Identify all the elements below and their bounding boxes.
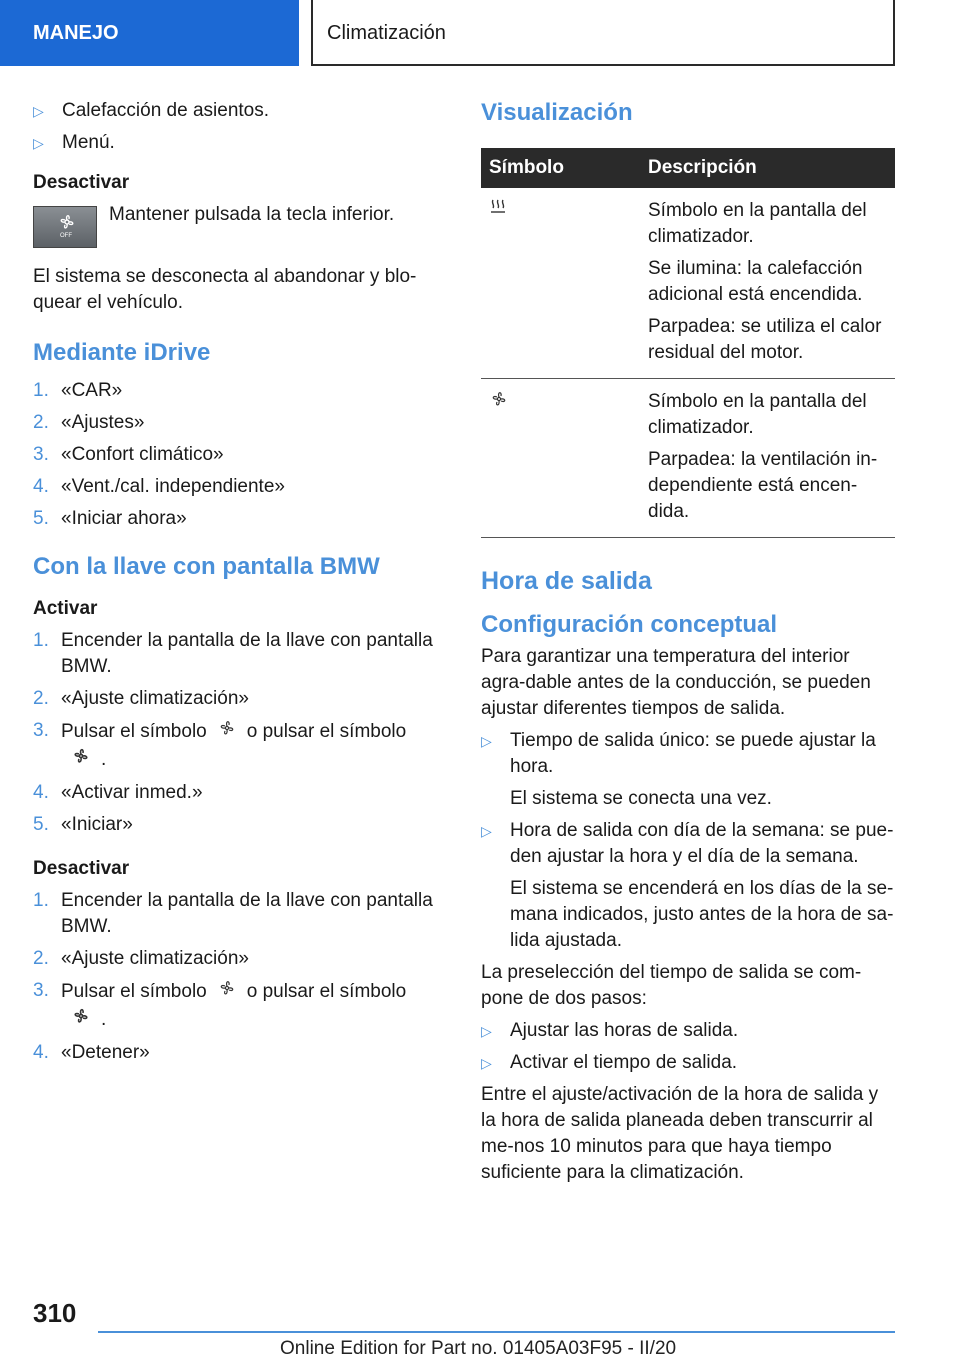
page-number: 310	[33, 1298, 77, 1328]
final-text: Entre el ajuste/activación de la hora de salida y la hora de salida planeada deben transcurrir al me-nos 10 minutos para que haya tiempo suficiente para la climatización.	[481, 1084, 879, 1183]
list-item: 1. «CAR»	[33, 380, 123, 401]
right-column	[481, 98, 895, 1192]
list-item-note: El sistema se encenderá en los días de la se-mana indicados, justo antes de la hora de sa-lida ajustada.	[510, 878, 894, 951]
list-item: 3. «Confort climático»	[33, 444, 224, 465]
triangle-right-icon: ▷	[33, 135, 44, 151]
concept-heading: Configuración conceptual	[481, 611, 778, 638]
footer-divider	[98, 1331, 895, 1333]
svg-text:OFF: OFF	[60, 233, 72, 239]
preselection-text: La preselección del tiempo de salida se com-pone de dos pasos:	[481, 962, 862, 1009]
fan-icon	[217, 978, 237, 1006]
fan-off-key	[33, 206, 97, 248]
list-item: 1. Encender la pantalla de la llave con pantalla BMW.	[33, 630, 433, 677]
list-item: ▷ Tiempo de salida único: se puede ajustar la hora.	[481, 728, 895, 780]
concept-text: Para garantizar una temperatura del interior agra-dable antes de la conducción, se pueden ajustar diferentes tiempos de salida.	[481, 646, 871, 719]
activate-heading: Activar	[33, 598, 98, 619]
chapter-title: Climatización	[311, 0, 895, 66]
symbol-table	[481, 148, 895, 538]
triangle-right-icon: ▷	[33, 103, 44, 119]
description-cell: Símbolo en la pantalla del climatizador. Se ilumina: la calefacción adicional está encendida. Parpadea: se utiliza el calor residual del motor.	[640, 188, 895, 379]
fan-off-icon	[56, 213, 78, 239]
fan-heat-icon	[71, 1006, 91, 1034]
deactivate-heading: Desactivar	[33, 172, 130, 193]
list-item: ▷ Menú.	[33, 130, 443, 156]
description-cell: Símbolo en la pantalla del climatizador. Parpadea: la ventilación in-dependiente está encen-dida.	[640, 379, 895, 538]
table-header-row	[481, 148, 895, 188]
list-item-note: El sistema se conecta una vez.	[510, 788, 772, 809]
deactivate-note: El sistema se desconecta al abandonar y blo-quear el vehículo.	[33, 266, 417, 313]
list-item: 3. Pulsar el símbolo o pulsar el símbolo.	[33, 718, 443, 774]
visualization-heading: Visualización	[481, 99, 633, 126]
list-item: 5. «Iniciar»	[33, 814, 133, 835]
symbol-cell	[481, 379, 640, 538]
list-item: 3. Pulsar el símbolo o pulsar el símbolo.	[33, 978, 443, 1034]
table-row	[481, 188, 895, 379]
triangle-right-icon: ▷	[481, 1055, 492, 1071]
list-item: ▷ Hora de salida con día de la semana: se pue-den ajustar la hora y el día de la semana.	[481, 818, 895, 870]
triangle-right-icon: ▷	[481, 733, 492, 749]
section-tab: MANEJO	[0, 0, 299, 66]
left-column	[33, 98, 443, 1072]
list-item: 5. «Iniciar ahora»	[33, 508, 187, 529]
deactivate-heading: Desactivar	[33, 858, 130, 879]
list-item: 2. «Ajuste climatización»	[33, 688, 249, 709]
key-display-heading: Con la llave con pantalla BMW	[33, 553, 380, 580]
list-item: 4. «Detener»	[33, 1042, 150, 1063]
column-header-symbol: Símbolo	[481, 148, 640, 188]
fan-icon	[217, 718, 237, 746]
table-row	[481, 379, 895, 538]
list-item: ▷ Ajustar las horas de salida.	[481, 1018, 895, 1044]
triangle-right-icon: ▷	[481, 1023, 492, 1039]
key-instruction: OFF Mantener pulsada la tecla inferior.	[33, 202, 443, 248]
list-item: 4. «Vent./cal. independiente»	[33, 476, 285, 497]
list-item: ▷ Activar el tiempo de salida.	[481, 1050, 895, 1076]
column-header-description: Descripción	[640, 148, 895, 188]
heat-waves-icon	[489, 198, 507, 216]
fan-heat-icon	[71, 746, 91, 774]
list-item: 4. «Activar inmed.»	[33, 782, 203, 803]
departure-heading: Hora de salida	[481, 567, 652, 595]
symbol-cell	[481, 188, 640, 379]
fan-icon	[489, 389, 509, 409]
idrive-heading: Mediante iDrive	[33, 339, 211, 366]
list-item: 1. Encender la pantalla de la llave con pantalla BMW.	[33, 890, 433, 937]
list-item: 2. «Ajustes»	[33, 412, 145, 433]
list-item: 2. «Ajuste climatización»	[33, 948, 249, 969]
triangle-right-icon: ▷	[481, 823, 492, 839]
edition-note: Online Edition for Part no. 01405A03F95 - II/20	[280, 1338, 677, 1359]
list-item: ▷ Calefacción de asientos.	[33, 98, 443, 124]
